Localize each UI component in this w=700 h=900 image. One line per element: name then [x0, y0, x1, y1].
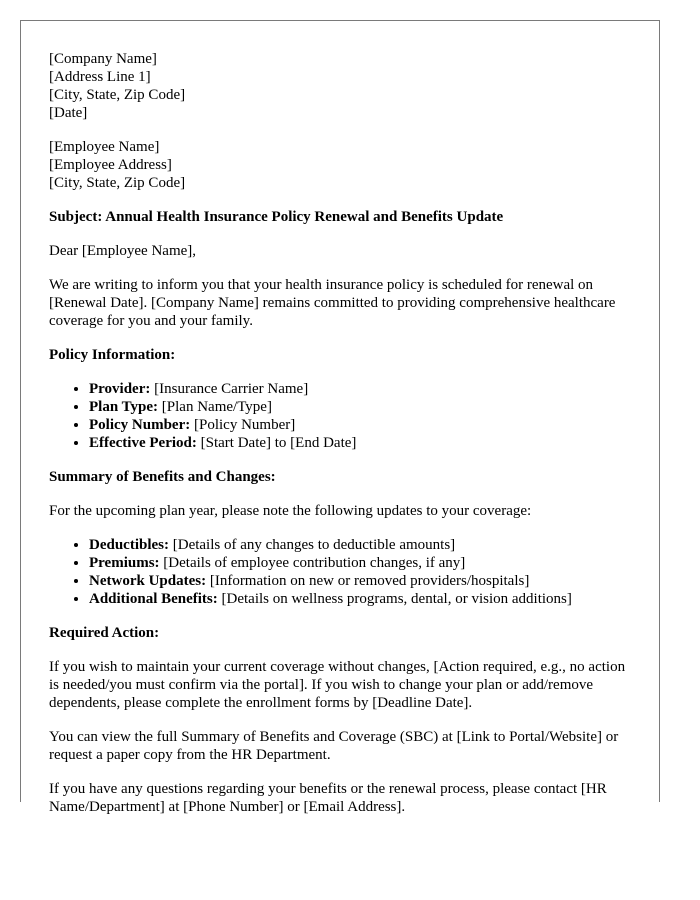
item-value: [Plan Name/Type]	[158, 399, 272, 415]
item-value: [Details on wellness programs, dental, or vision additions]	[217, 591, 572, 607]
list-item	[89, 590, 631, 608]
item-label: Effective Period:	[89, 435, 197, 451]
list-item	[89, 398, 631, 416]
benefits-heading: Summary of Benefits and Changes:	[49, 469, 276, 485]
list-item	[89, 554, 631, 572]
subject-line: Subject: Annual Health Insurance Policy Renewal and Benefits Update	[49, 209, 504, 225]
sbc-paragraph: You can view the full Summary of Benefits and Coverage (SBC) at [Link to Portal/Website] or request a paper copy from the HR Department.	[49, 729, 619, 763]
list-item	[89, 380, 631, 398]
letter-date: [Date]	[49, 105, 88, 121]
policy-heading: Policy Information:	[49, 347, 176, 363]
recipient-address: [Employee Address]	[49, 157, 172, 173]
item-label: Provider:	[89, 381, 151, 397]
recipient-city: [City, State, Zip Code]	[49, 175, 186, 191]
item-value: [Insurance Carrier Name]	[150, 381, 309, 397]
item-label: Plan Type:	[89, 399, 159, 415]
list-item	[89, 416, 631, 434]
list-item	[89, 536, 631, 554]
item-label: Premiums:	[89, 555, 160, 571]
item-value: [Details of employee contribution changes, if any]	[159, 555, 466, 571]
sender-company: [Company Name]	[49, 51, 157, 67]
sender-address: [Address Line 1]	[49, 69, 151, 85]
list-item	[89, 434, 631, 452]
recipient-name: [Employee Name]	[49, 139, 160, 155]
recipient-block	[49, 138, 631, 192]
item-label: Network Updates:	[89, 573, 207, 589]
item-label: Deductibles:	[89, 537, 169, 553]
benefits-intro: For the upcoming plan year, please note the following updates to your coverage:	[49, 503, 532, 519]
item-value: [Information on new or removed providers/hospitals]	[206, 573, 530, 589]
policy-list	[49, 380, 631, 452]
item-value: [Start Date] to [End Date]	[196, 435, 357, 451]
action-paragraph: If you wish to maintain your current coverage without changes, [Action required, e.g., no action is needed/you must confirm via the portal]. If you wish to change your plan or add/remove dependents, please complete the enrollment forms by [Deadline Date].	[49, 659, 626, 711]
list-item	[89, 572, 631, 590]
greeting: Dear [Employee Name],	[49, 243, 197, 259]
sender-city: [City, State, Zip Code]	[49, 87, 186, 103]
benefits-list	[49, 536, 631, 608]
sender-block	[49, 50, 631, 122]
letter-document	[20, 20, 660, 815]
item-label: Additional Benefits:	[89, 591, 218, 607]
contact-paragraph: If you have any questions regarding your benefits or the renewal process, please contact [HR Name/Department] at [Phone Number] or [Email Address].	[49, 781, 607, 815]
intro-paragraph: We are writing to inform you that your health insurance policy is scheduled for renewal on [Renewal Date]. [Company Name] remains committed to providing comprehensive healthcare coverage for you and your family.	[49, 277, 616, 329]
item-value: [Policy Number]	[190, 417, 296, 433]
action-heading: Required Action:	[49, 625, 160, 641]
item-label: Policy Number:	[89, 417, 191, 433]
item-value: [Details of any changes to deductible amounts]	[169, 537, 456, 553]
